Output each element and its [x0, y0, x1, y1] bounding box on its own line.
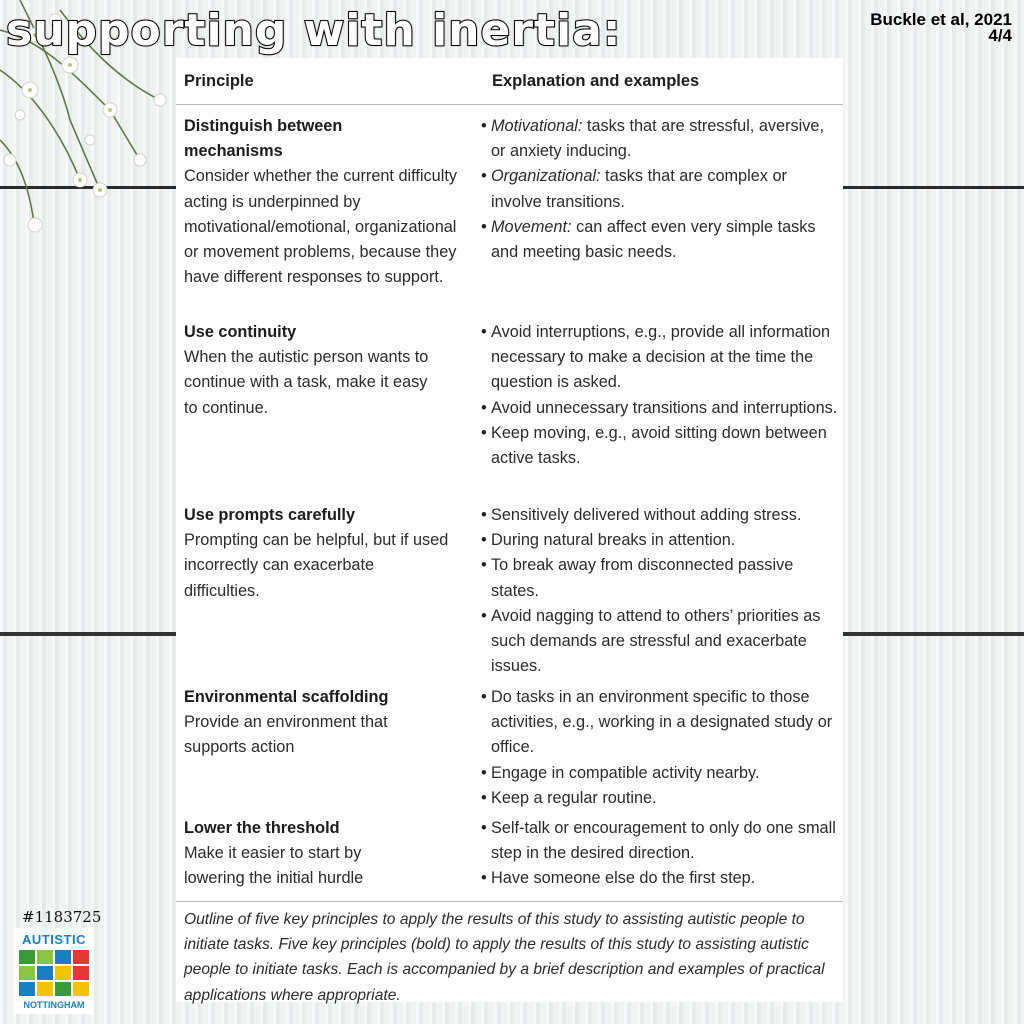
citation: [870, 12, 1012, 44]
examples-list: [481, 685, 841, 811]
examples-list: [481, 114, 841, 265]
principle-cell: [184, 320, 444, 421]
example-text: Sensitively delivered without adding stress.: [491, 506, 802, 524]
list-item: [481, 866, 841, 891]
example-text: Avoid interruptions, e.g., provide all information necessary to make a decision at the time the question is asked.: [491, 323, 831, 392]
list-item: [481, 761, 841, 786]
example-text: During natural breaks in attention.: [491, 531, 736, 550]
principle-cell: [184, 114, 474, 290]
table-caption: Outline of five key principles to apply the results of this study to assisting autistic people to initiate tasks. Five key principles (bold) to apply the results of this study to assisting autistic people to initiate tasks. Each is accompanied by a brief description and examples of practical applications where appropriate.: [184, 911, 825, 1004]
principle-name: Distinguish between mechanisms: [184, 117, 343, 161]
principle-description: When the autistic person wants to continue with a task, make it easy to continue.: [184, 348, 429, 417]
example-label: Organizational:: [491, 167, 601, 186]
list-item: [481, 685, 841, 761]
page-title: supporting with inertia:: [6, 5, 622, 56]
list-item: [481, 396, 841, 421]
list-item: [481, 215, 841, 265]
examples-list: [481, 320, 841, 471]
page-counter: 4/4: [988, 26, 1012, 45]
table-header: [176, 58, 843, 105]
list-item: [481, 421, 841, 471]
principle-name: Environmental scaffolding: [184, 688, 389, 706]
principle-description: Consider whether the current difficulty acting is underpinned by motivational/emotional, organizational or movement problems, because they have different responses to support.: [184, 167, 457, 287]
principle-description: Prompting can be helpful, but if used incorrectly can exacerbate difficulties.: [184, 531, 449, 600]
logo-tile: [19, 950, 35, 964]
list-item: [481, 604, 841, 680]
list-item: [481, 786, 841, 811]
example-text: Have someone else do the first step.: [491, 869, 756, 888]
principle-description: Provide an environment that supports action: [184, 713, 388, 757]
example-text: Do tasks in an environment specific to those activities, e.g., working in a designated study or office.: [491, 688, 833, 757]
principle-name: Use prompts carefully: [184, 506, 356, 524]
logo-tile: [73, 966, 89, 980]
list-item: [481, 816, 841, 866]
list-item: [481, 320, 841, 396]
logo-tile: [73, 950, 89, 964]
example-text: Keep a regular routine.: [491, 788, 657, 807]
logo-tile: [19, 982, 35, 996]
principle-cell: [184, 816, 404, 892]
examples-list: [481, 816, 841, 892]
logo-tile: [55, 950, 71, 964]
example-text: Avoid unnecessary transitions and interruptions.: [491, 398, 838, 417]
list-item: [481, 164, 841, 214]
caption-divider: [176, 901, 843, 902]
example-label: Motivational:: [491, 117, 583, 135]
principle-cell: [184, 685, 424, 761]
example-text: Engage in compatible activity nearby.: [491, 763, 760, 782]
header-explanation: Explanation and examples: [492, 72, 700, 90]
examples-list: [481, 503, 841, 679]
logo-tile: [37, 966, 53, 980]
logo-tile: [73, 982, 89, 996]
header-principle: Principle: [184, 72, 254, 90]
example-text: tasks that are complex or involve transitions.: [491, 167, 787, 211]
example-text: To break away from disconnected passive states.: [491, 556, 794, 600]
example-text: Avoid nagging to attend to others’ priorities as such demands are stressful and exacerbate issues.: [491, 606, 821, 676]
list-item: [481, 528, 841, 553]
example-text: tasks that are stressful, aversive, or anxiety inducing.: [491, 117, 825, 161]
logo-tile: [37, 950, 53, 964]
example-label: Movement:: [491, 217, 572, 236]
example-text: Self-talk or encouragement to only do one small step in the desired direction.: [491, 819, 836, 863]
list-item: [481, 503, 841, 528]
logo-word-bottom: NOTTINGHAM: [23, 1000, 85, 1010]
logo-tile: [19, 966, 35, 980]
citation-source: Buckle et al, 2021: [870, 10, 1012, 29]
charity-number: #1183725: [22, 908, 102, 926]
principle-description: Make it easier to start by lowering the initial hurdle: [184, 844, 364, 888]
principle-name: Lower the threshold: [184, 819, 340, 837]
example-text: can affect even very simple tasks and meeting basic needs.: [491, 217, 816, 262]
logo-tile-grid: [19, 950, 89, 996]
logo-tile: [55, 982, 71, 996]
logo-tile: [37, 982, 53, 996]
list-item: [481, 553, 841, 603]
logo-tile: [55, 966, 71, 980]
logo-word-top: AUTISTIC: [22, 932, 86, 947]
example-text: Keep moving, e.g., avoid sitting down between active tasks.: [491, 423, 827, 468]
list-item: [481, 114, 841, 164]
principles-table: [176, 58, 843, 1002]
principle-name: Use continuity: [184, 323, 297, 341]
autistic-nottingham-logo: [14, 928, 94, 1014]
principle-cell: [184, 503, 449, 604]
